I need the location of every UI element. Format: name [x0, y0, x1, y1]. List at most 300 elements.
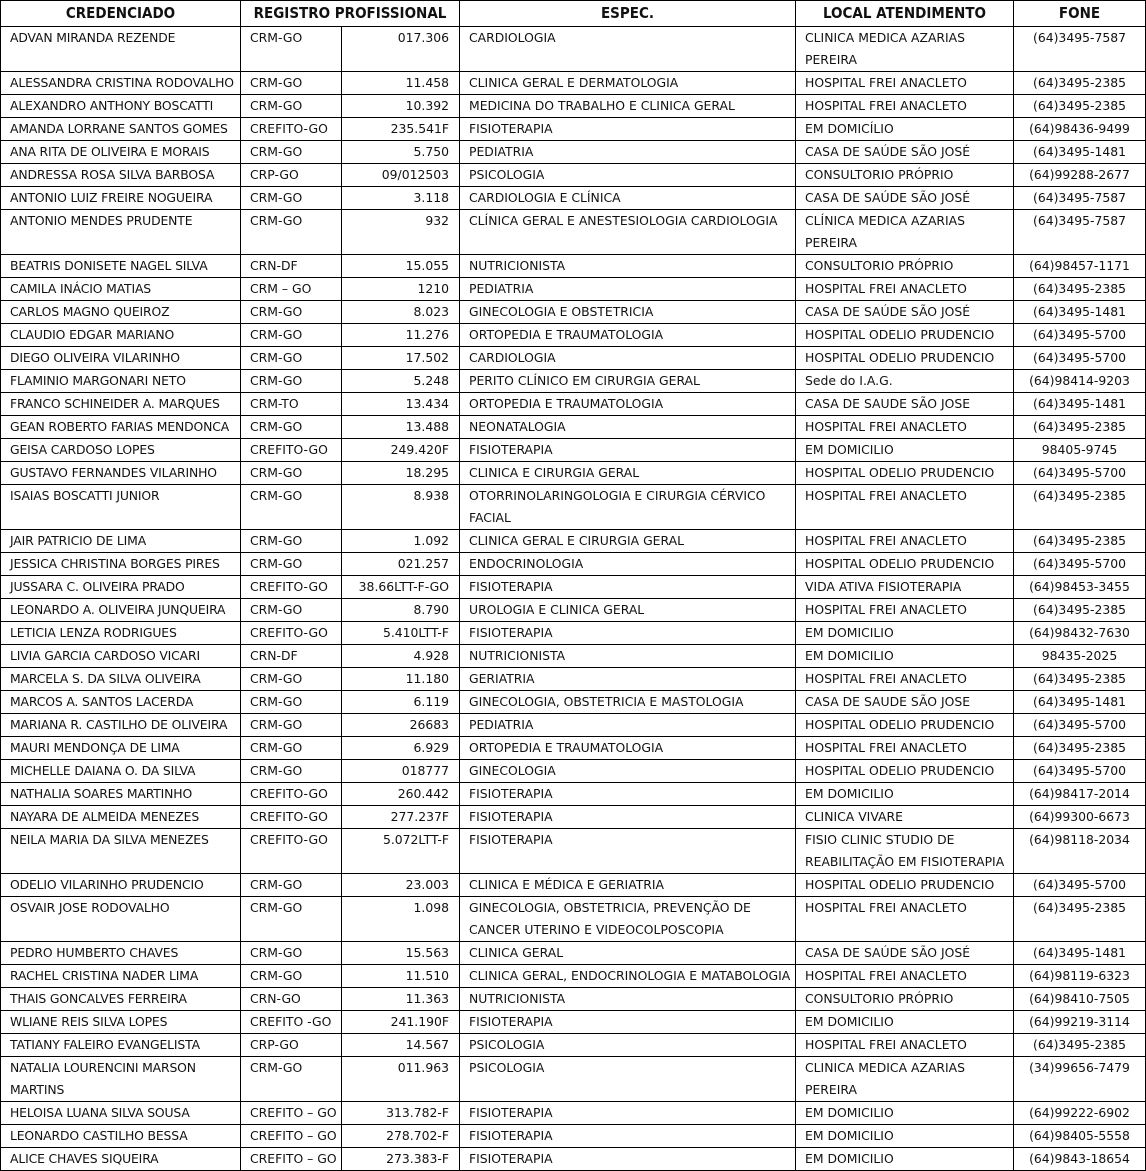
table-row: [1, 942, 1146, 965]
cell-registro-numero: 017.306: [342, 27, 460, 72]
cell-fone: (64)3495-7587: [1014, 27, 1146, 72]
cell-credenciado: MARCOS A. SANTOS LACERDA: [1, 691, 241, 714]
cell-local-atendimento: EM DOMICILIO: [796, 1102, 1014, 1125]
cell-especialidade: ORTOPEDIA E TRAUMATOLOGIA: [460, 737, 796, 760]
cell-conselho: CRM-GO: [241, 897, 342, 942]
cell-registro-numero: 018777: [342, 760, 460, 783]
cell-especialidade: CLÍNICA GERAL E ANESTESIOLOGIA CARDIOLOGIA: [460, 210, 796, 255]
cell-especialidade: PEDIATRIA: [460, 141, 796, 164]
cell-credenciado: FRANCO SCHINEIDER A. MARQUES: [1, 393, 241, 416]
cell-especialidade: ORTOPEDIA E TRAUMATOLOGIA: [460, 324, 796, 347]
cell-credenciado: FLAMINIO MARGONARI NETO: [1, 370, 241, 393]
cell-conselho: CRM-GO: [241, 416, 342, 439]
cell-local-atendimento: HOSPITAL FREI ANACLETO: [796, 485, 1014, 530]
cell-local-atendimento: HOSPITAL FREI ANACLETO: [796, 416, 1014, 439]
cell-registro-numero: 10.392: [342, 95, 460, 118]
cell-credenciado: MICHELLE DAIANA O. DA SILVA: [1, 760, 241, 783]
cell-conselho: CREFITO – GO: [241, 1102, 342, 1125]
cell-conselho: CRM-GO: [241, 737, 342, 760]
header-espec: ESPEC.: [460, 1, 796, 27]
cell-fone: (64)98432-7630: [1014, 622, 1146, 645]
table-row: [1, 965, 1146, 988]
table-row: [1, 439, 1146, 462]
table-row: [1, 164, 1146, 187]
cell-registro-numero: 8.023: [342, 301, 460, 324]
cell-fone: (64)3495-1481: [1014, 301, 1146, 324]
cell-credenciado: RACHEL CRISTINA NADER LIMA: [1, 965, 241, 988]
table-row: [1, 1148, 1146, 1171]
cell-credenciado: OSVAIR JOSE RODOVALHO: [1, 897, 241, 942]
cell-registro-numero: 273.383-F: [342, 1148, 460, 1171]
cell-local-atendimento: EM DOMICILIO: [796, 622, 1014, 645]
cell-registro-numero: 4.928: [342, 645, 460, 668]
cell-conselho: CRM-GO: [241, 72, 342, 95]
cell-registro-numero: 11.276: [342, 324, 460, 347]
table-row: [1, 301, 1146, 324]
table-row: [1, 72, 1146, 95]
cell-registro-numero: 235.541F: [342, 118, 460, 141]
cell-conselho: CRM-GO: [241, 347, 342, 370]
cell-especialidade: FISIOTERAPIA: [460, 829, 796, 874]
cell-credenciado: ANA RITA DE OLIVEIRA E MORAIS: [1, 141, 241, 164]
cell-conselho: CRM-GO: [241, 599, 342, 622]
cell-conselho: CRM-GO: [241, 27, 342, 72]
cell-especialidade: PSICOLOGIA: [460, 164, 796, 187]
cell-especialidade: CARDIOLOGIA E CLÍNICA: [460, 187, 796, 210]
table-row: [1, 530, 1146, 553]
cell-local-atendimento: EM DOMICILIO: [796, 1125, 1014, 1148]
cell-fone: (64)3495-5700: [1014, 760, 1146, 783]
cell-especialidade: ORTOPEDIA E TRAUMATOLOGIA: [460, 393, 796, 416]
cell-credenciado: ALEXANDRO ANTHONY BOSCATTI: [1, 95, 241, 118]
cell-credenciado: NEILA MARIA DA SILVA MENEZES: [1, 829, 241, 874]
cell-conselho: CRM-GO: [241, 462, 342, 485]
table-row: [1, 988, 1146, 1011]
table-row: [1, 462, 1146, 485]
table-row: [1, 576, 1146, 599]
table-row: [1, 1102, 1146, 1125]
cell-fone: (64)3495-2385: [1014, 737, 1146, 760]
cell-registro-numero: 11.180: [342, 668, 460, 691]
cell-registro-numero: 260.442: [342, 783, 460, 806]
table-row: [1, 645, 1146, 668]
cell-fone: (64)98414-9203: [1014, 370, 1146, 393]
cell-conselho: CREFITO-GO: [241, 806, 342, 829]
table-row: [1, 118, 1146, 141]
cell-registro-numero: 313.782-F: [342, 1102, 460, 1125]
cell-local-atendimento: HOSPITAL ODELIO PRUDENCIO: [796, 874, 1014, 897]
cell-credenciado: GEISA CARDOSO LOPES: [1, 439, 241, 462]
cell-conselho: CREFITO – GO: [241, 1125, 342, 1148]
cell-conselho: CRN-DF: [241, 645, 342, 668]
header-fone: FONE: [1014, 1, 1146, 27]
cell-credenciado: ODELIO VILARINHO PRUDENCIO: [1, 874, 241, 897]
cell-credenciado: LETICIA LENZA RODRIGUES: [1, 622, 241, 645]
table-row: [1, 393, 1146, 416]
cell-fone: (64)98457-1171: [1014, 255, 1146, 278]
cell-credenciado: NAYARA DE ALMEIDA MENEZES: [1, 806, 241, 829]
cell-credenciado: MAURI MENDONÇA DE LIMA: [1, 737, 241, 760]
cell-registro-numero: 15.563: [342, 942, 460, 965]
cell-conselho: CRM-GO: [241, 301, 342, 324]
cell-registro-numero: 23.003: [342, 874, 460, 897]
cell-registro-numero: 09/012503: [342, 164, 460, 187]
cell-local-atendimento: CASA DE SAUDE SÃO JOSE: [796, 393, 1014, 416]
header-registro-profissional: REGISTRO PROFISSIONAL: [241, 1, 460, 27]
cell-credenciado: HELOISA LUANA SILVA SOUSA: [1, 1102, 241, 1125]
cell-registro-numero: 249.420F: [342, 439, 460, 462]
cell-credenciado: CARLOS MAGNO QUEIROZ: [1, 301, 241, 324]
cell-local-atendimento: CONSULTORIO PRÓPRIO: [796, 255, 1014, 278]
cell-conselho: CREFITO-GO: [241, 576, 342, 599]
cell-especialidade: CARDIOLOGIA: [460, 347, 796, 370]
cell-local-atendimento: HOSPITAL FREI ANACLETO: [796, 897, 1014, 942]
cell-local-atendimento: CASA DE SAÚDE SÃO JOSÉ: [796, 187, 1014, 210]
cell-registro-numero: 13.488: [342, 416, 460, 439]
cell-fone: (64)98118-2034: [1014, 829, 1146, 874]
cell-credenciado: ALESSANDRA CRISTINA RODOVALHO: [1, 72, 241, 95]
cell-especialidade: PEDIATRIA: [460, 714, 796, 737]
table-row: [1, 599, 1146, 622]
cell-fone: (64)98119-6323: [1014, 965, 1146, 988]
cell-conselho: CRN-DF: [241, 255, 342, 278]
cell-conselho: CRM-GO: [241, 760, 342, 783]
cell-especialidade: PSICOLOGIA: [460, 1034, 796, 1057]
table-body: [1, 27, 1146, 1171]
table-row: [1, 1034, 1146, 1057]
cell-credenciado: MARCELA S. DA SILVA OLIVEIRA: [1, 668, 241, 691]
cell-fone: (64)98436-9499: [1014, 118, 1146, 141]
table-row: [1, 210, 1146, 255]
table-row: [1, 806, 1146, 829]
cell-conselho: CRM-GO: [241, 1057, 342, 1102]
cell-especialidade: MEDICINA DO TRABALHO E CLINICA GERAL: [460, 95, 796, 118]
table-row: [1, 1011, 1146, 1034]
cell-fone: 98405-9745: [1014, 439, 1146, 462]
cell-especialidade: CLINICA E CIRURGIA GERAL: [460, 462, 796, 485]
cell-fone: (64)9843-18654: [1014, 1148, 1146, 1171]
cell-local-atendimento: EM DOMICILIO: [796, 783, 1014, 806]
table-row: [1, 187, 1146, 210]
table-row: [1, 278, 1146, 301]
cell-registro-numero: 5.072LTT-F: [342, 829, 460, 874]
cell-credenciado: ANDRESSA ROSA SILVA BARBOSA: [1, 164, 241, 187]
cell-local-atendimento: CLINICA VIVARE: [796, 806, 1014, 829]
table-row: [1, 255, 1146, 278]
cell-fone: (64)98405-5558: [1014, 1125, 1146, 1148]
table-row: [1, 783, 1146, 806]
table-row: [1, 829, 1146, 874]
cell-registro-numero: 6.929: [342, 737, 460, 760]
cell-local-atendimento: HOSPITAL FREI ANACLETO: [796, 599, 1014, 622]
table-row: [1, 714, 1146, 737]
cell-fone: (64)3495-2385: [1014, 416, 1146, 439]
cell-especialidade: CLINICA GERAL: [460, 942, 796, 965]
table-row: [1, 416, 1146, 439]
table-row: [1, 141, 1146, 164]
cell-especialidade: FISIOTERAPIA: [460, 576, 796, 599]
cell-credenciado: BEATRIS DONISETE NAGEL SILVA: [1, 255, 241, 278]
table-row: [1, 874, 1146, 897]
cell-fone: (64)3495-5700: [1014, 347, 1146, 370]
cell-local-atendimento: HOSPITAL ODELIO PRUDENCIO: [796, 760, 1014, 783]
cell-local-atendimento: CONSULTORIO PRÓPRIO: [796, 988, 1014, 1011]
cell-fone: (64)99300-6673: [1014, 806, 1146, 829]
cell-conselho: CRM-GO: [241, 530, 342, 553]
header-row: [1, 1, 1146, 27]
cell-local-atendimento: VIDA ATIVA FISIOTERAPIA: [796, 576, 1014, 599]
cell-conselho: CRM-GO: [241, 370, 342, 393]
cell-conselho: CRM-GO: [241, 714, 342, 737]
cell-local-atendimento: CASA DE SAUDE SÃO JOSE: [796, 691, 1014, 714]
cell-credenciado: AMANDA LORRANE SANTOS GOMES: [1, 118, 241, 141]
cell-especialidade: FISIOTERAPIA: [460, 439, 796, 462]
cell-registro-numero: 11.510: [342, 965, 460, 988]
cell-registro-numero: 278.702-F: [342, 1125, 460, 1148]
cell-especialidade: FISIOTERAPIA: [460, 1102, 796, 1125]
table-row: [1, 760, 1146, 783]
cell-especialidade: NUTRICIONISTA: [460, 255, 796, 278]
cell-fone: (64)3495-2385: [1014, 278, 1146, 301]
cell-especialidade: CLINICA GERAL E DERMATOLOGIA: [460, 72, 796, 95]
cell-credenciado: JAIR PATRICIO DE LIMA: [1, 530, 241, 553]
cell-especialidade: CLINICA GERAL, ENDOCRINOLOGIA E MATABOLOGIA: [460, 965, 796, 988]
cell-local-atendimento: HOSPITAL ODELIO PRUDENCIO: [796, 553, 1014, 576]
cell-registro-numero: 3.118: [342, 187, 460, 210]
cell-registro-numero: 38.66LTT-F-GO: [342, 576, 460, 599]
cell-credenciado: ALICE CHAVES SIQUEIRA: [1, 1148, 241, 1171]
cell-conselho: CRM-GO: [241, 553, 342, 576]
cell-fone: (64)3495-5700: [1014, 553, 1146, 576]
cell-especialidade: NUTRICIONISTA: [460, 988, 796, 1011]
table-row: [1, 370, 1146, 393]
cell-registro-numero: 18.295: [342, 462, 460, 485]
cell-conselho: CREFITO-GO: [241, 439, 342, 462]
cell-credenciado: GUSTAVO FERNANDES VILARINHO: [1, 462, 241, 485]
cell-registro-numero: 1.092: [342, 530, 460, 553]
cell-registro-numero: 26683: [342, 714, 460, 737]
cell-conselho: CREFITO-GO: [241, 783, 342, 806]
cell-credenciado: LEONARDO CASTILHO BESSA: [1, 1125, 241, 1148]
cell-registro-numero: 021.257: [342, 553, 460, 576]
cell-registro-numero: 011.963: [342, 1057, 460, 1102]
cell-fone: (64)3495-5700: [1014, 874, 1146, 897]
cell-fone: (64)3495-7587: [1014, 187, 1146, 210]
cell-registro-numero: 14.567: [342, 1034, 460, 1057]
cell-conselho: CREFITO -GO: [241, 1011, 342, 1034]
cell-credenciado: PEDRO HUMBERTO CHAVES: [1, 942, 241, 965]
cell-local-atendimento: EM DOMICILIO: [796, 1011, 1014, 1034]
cell-fone: (64)3495-2385: [1014, 599, 1146, 622]
cell-fone: (34)99656-7479: [1014, 1057, 1146, 1102]
cell-local-atendimento: EM DOMICILIO: [796, 1148, 1014, 1171]
cell-local-atendimento: EM DOMICILIO: [796, 439, 1014, 462]
cell-especialidade: FISIOTERAPIA: [460, 1125, 796, 1148]
cell-fone: (64)99288-2677: [1014, 164, 1146, 187]
cell-conselho: CREFITO-GO: [241, 622, 342, 645]
cell-credenciado: CAMILA INÁCIO MATIAS: [1, 278, 241, 301]
cell-especialidade: GINECOLOGIA, OBSTETRICIA E MASTOLOGIA: [460, 691, 796, 714]
cell-credenciado: WLIANE REIS SILVA LOPES: [1, 1011, 241, 1034]
cell-fone: 98435-2025: [1014, 645, 1146, 668]
cell-especialidade: NUTRICIONISTA: [460, 645, 796, 668]
cell-fone: (64)3495-5700: [1014, 324, 1146, 347]
cell-conselho: CREFITO – GO: [241, 1148, 342, 1171]
cell-fone: (64)99222-6902: [1014, 1102, 1146, 1125]
cell-conselho: CREFITO-GO: [241, 829, 342, 874]
cell-fone: (64)3495-1481: [1014, 942, 1146, 965]
cell-registro-numero: 15.055: [342, 255, 460, 278]
cell-credenciado: JESSICA CHRISTINA BORGES PIRES: [1, 553, 241, 576]
cell-conselho: CRM-GO: [241, 187, 342, 210]
header-credenciado: CREDENCIADO: [1, 1, 241, 27]
cell-fone: (64)3495-2385: [1014, 897, 1146, 942]
cell-especialidade: OTORRINOLARINGOLOGIA E CIRURGIA CÉRVICO FACIAL: [460, 485, 796, 530]
cell-especialidade: GINECOLOGIA, OBSTETRICIA, PREVENÇÃO DE CANCER UTERINO E VIDEOCOLPOSCOPIA: [460, 897, 796, 942]
cell-conselho: CRM – GO: [241, 278, 342, 301]
table-row: [1, 737, 1146, 760]
cell-credenciado: THAIS GONCALVES FERREIRA: [1, 988, 241, 1011]
cell-conselho: CRN-GO: [241, 988, 342, 1011]
cell-conselho: CRM-GO: [241, 668, 342, 691]
cell-conselho: CRM-GO: [241, 965, 342, 988]
cell-local-atendimento: HOSPITAL FREI ANACLETO: [796, 530, 1014, 553]
cell-local-atendimento: HOSPITAL FREI ANACLETO: [796, 668, 1014, 691]
cell-fone: (64)3495-1481: [1014, 141, 1146, 164]
cell-credenciado: ADVAN MIRANDA REZENDE: [1, 27, 241, 72]
cell-especialidade: FISIOTERAPIA: [460, 806, 796, 829]
cell-fone: (64)3495-1481: [1014, 393, 1146, 416]
cell-fone: (64)3495-7587: [1014, 210, 1146, 255]
cell-registro-numero: 932: [342, 210, 460, 255]
cell-fone: (64)98417-2014: [1014, 783, 1146, 806]
cell-local-atendimento: EM DOMICÍLIO: [796, 118, 1014, 141]
cell-credenciado: ANTONIO LUIZ FREIRE NOGUEIRA: [1, 187, 241, 210]
table-row: [1, 324, 1146, 347]
cell-especialidade: PEDIATRIA: [460, 278, 796, 301]
cell-local-atendimento: HOSPITAL ODELIO PRUDENCIO: [796, 324, 1014, 347]
cell-registro-numero: 11.363: [342, 988, 460, 1011]
cell-registro-numero: 8.790: [342, 599, 460, 622]
cell-credenciado: ANTONIO MENDES PRUDENTE: [1, 210, 241, 255]
cell-credenciado: LIVIA GARCIA CARDOSO VICARI: [1, 645, 241, 668]
cell-fone: (64)3495-1481: [1014, 691, 1146, 714]
table-row: [1, 27, 1146, 72]
cell-credenciado: CLAUDIO EDGAR MARIANO: [1, 324, 241, 347]
cell-especialidade: GERIATRIA: [460, 668, 796, 691]
cell-especialidade: FISIOTERAPIA: [460, 783, 796, 806]
cell-registro-numero: 8.938: [342, 485, 460, 530]
cell-especialidade: ENDOCRINOLOGIA: [460, 553, 796, 576]
cell-fone: (64)3495-5700: [1014, 462, 1146, 485]
cell-credenciado: NATHALIA SOARES MARTINHO: [1, 783, 241, 806]
cell-fone: (64)3495-2385: [1014, 530, 1146, 553]
cell-especialidade: FISIOTERAPIA: [460, 118, 796, 141]
table-row: [1, 1125, 1146, 1148]
cell-local-atendimento: HOSPITAL FREI ANACLETO: [796, 965, 1014, 988]
cell-fone: (64)3495-2385: [1014, 668, 1146, 691]
cell-local-atendimento: HOSPITAL FREI ANACLETO: [796, 95, 1014, 118]
cell-local-atendimento: CLÍNICA MEDICA AZARIAS PEREIRA: [796, 210, 1014, 255]
cell-conselho: CRM-GO: [241, 95, 342, 118]
cell-conselho: CRM-GO: [241, 942, 342, 965]
table-row: [1, 622, 1146, 645]
cell-local-atendimento: CLINICA MEDICA AZARIAS PEREIRA: [796, 1057, 1014, 1102]
cell-credenciado: ISAIAS BOSCATTI JUNIOR: [1, 485, 241, 530]
cell-local-atendimento: HOSPITAL FREI ANACLETO: [796, 1034, 1014, 1057]
cell-conselho: CRM-TO: [241, 393, 342, 416]
cell-registro-numero: 5.410LTT-F: [342, 622, 460, 645]
cell-credenciado: NATALIA LOURENCINI MARSON MARTINS: [1, 1057, 241, 1102]
cell-local-atendimento: HOSPITAL FREI ANACLETO: [796, 72, 1014, 95]
table-row: [1, 347, 1146, 370]
cell-registro-numero: 1.098: [342, 897, 460, 942]
cell-registro-numero: 6.119: [342, 691, 460, 714]
table-row: [1, 485, 1146, 530]
cell-local-atendimento: CASA DE SAÚDE SÃO JOSÉ: [796, 141, 1014, 164]
cell-conselho: CRP-GO: [241, 1034, 342, 1057]
cell-fone: (64)3495-2385: [1014, 485, 1146, 530]
cell-especialidade: UROLOGIA E CLINICA GERAL: [460, 599, 796, 622]
cell-registro-numero: 1210: [342, 278, 460, 301]
cell-local-atendimento: FISIO CLINIC STUDIO DE REABILITAÇÃO EM FISIOTERAPIA: [796, 829, 1014, 874]
cell-especialidade: PERITO CLÍNICO EM CIRURGIA GERAL: [460, 370, 796, 393]
table-row: [1, 691, 1146, 714]
cell-credenciado: TATIANY FALEIRO EVANGELISTA: [1, 1034, 241, 1057]
cell-fone: (64)3495-2385: [1014, 1034, 1146, 1057]
cell-registro-numero: 241.190F: [342, 1011, 460, 1034]
cell-fone: (64)99219-3114: [1014, 1011, 1146, 1034]
cell-conselho: CREFITO-GO: [241, 118, 342, 141]
cell-fone: (64)98453-3455: [1014, 576, 1146, 599]
cell-local-atendimento: HOSPITAL ODELIO PRUDENCIO: [796, 714, 1014, 737]
cell-registro-numero: 17.502: [342, 347, 460, 370]
cell-registro-numero: 277.237F: [342, 806, 460, 829]
cell-local-atendimento: Sede do I.A.G.: [796, 370, 1014, 393]
cell-fone: (64)3495-5700: [1014, 714, 1146, 737]
cell-local-atendimento: CASA DE SAÚDE SÃO JOSÉ: [796, 942, 1014, 965]
cell-registro-numero: 11.458: [342, 72, 460, 95]
cell-fone: (64)3495-2385: [1014, 95, 1146, 118]
cell-fone: (64)98410-7505: [1014, 988, 1146, 1011]
cell-conselho: CRM-GO: [241, 210, 342, 255]
cell-especialidade: FISIOTERAPIA: [460, 1011, 796, 1034]
cell-fone: (64)3495-2385: [1014, 72, 1146, 95]
cell-conselho: CRM-GO: [241, 874, 342, 897]
cell-registro-numero: 5.248: [342, 370, 460, 393]
cell-credenciado: GEAN ROBERTO FARIAS MENDONCA: [1, 416, 241, 439]
cell-credenciado: DIEGO OLIVEIRA VILARINHO: [1, 347, 241, 370]
cell-local-atendimento: HOSPITAL FREI ANACLETO: [796, 737, 1014, 760]
cell-conselho: CRM-GO: [241, 485, 342, 530]
cell-especialidade: CARDIOLOGIA: [460, 27, 796, 72]
cell-especialidade: FISIOTERAPIA: [460, 1148, 796, 1171]
header-local-atendimento: LOCAL ATENDIMENTO: [796, 1, 1014, 27]
cell-credenciado: LEONARDO A. OLIVEIRA JUNQUEIRA: [1, 599, 241, 622]
table-row: [1, 553, 1146, 576]
cell-especialidade: NEONATALOGIA: [460, 416, 796, 439]
cell-conselho: CRM-GO: [241, 141, 342, 164]
cell-registro-numero: 5.750: [342, 141, 460, 164]
cell-especialidade: CLINICA GERAL E CIRURGIA GERAL: [460, 530, 796, 553]
cell-local-atendimento: CLINICA MEDICA AZARIAS PEREIRA: [796, 27, 1014, 72]
cell-especialidade: FISIOTERAPIA: [460, 622, 796, 645]
cell-credenciado: MARIANA R. CASTILHO DE OLIVEIRA: [1, 714, 241, 737]
cell-especialidade: PSICOLOGIA: [460, 1057, 796, 1102]
cell-especialidade: GINECOLOGIA E OBSTETRICIA: [460, 301, 796, 324]
cell-local-atendimento: HOSPITAL ODELIO PRUDENCIO: [796, 347, 1014, 370]
table-row: [1, 668, 1146, 691]
